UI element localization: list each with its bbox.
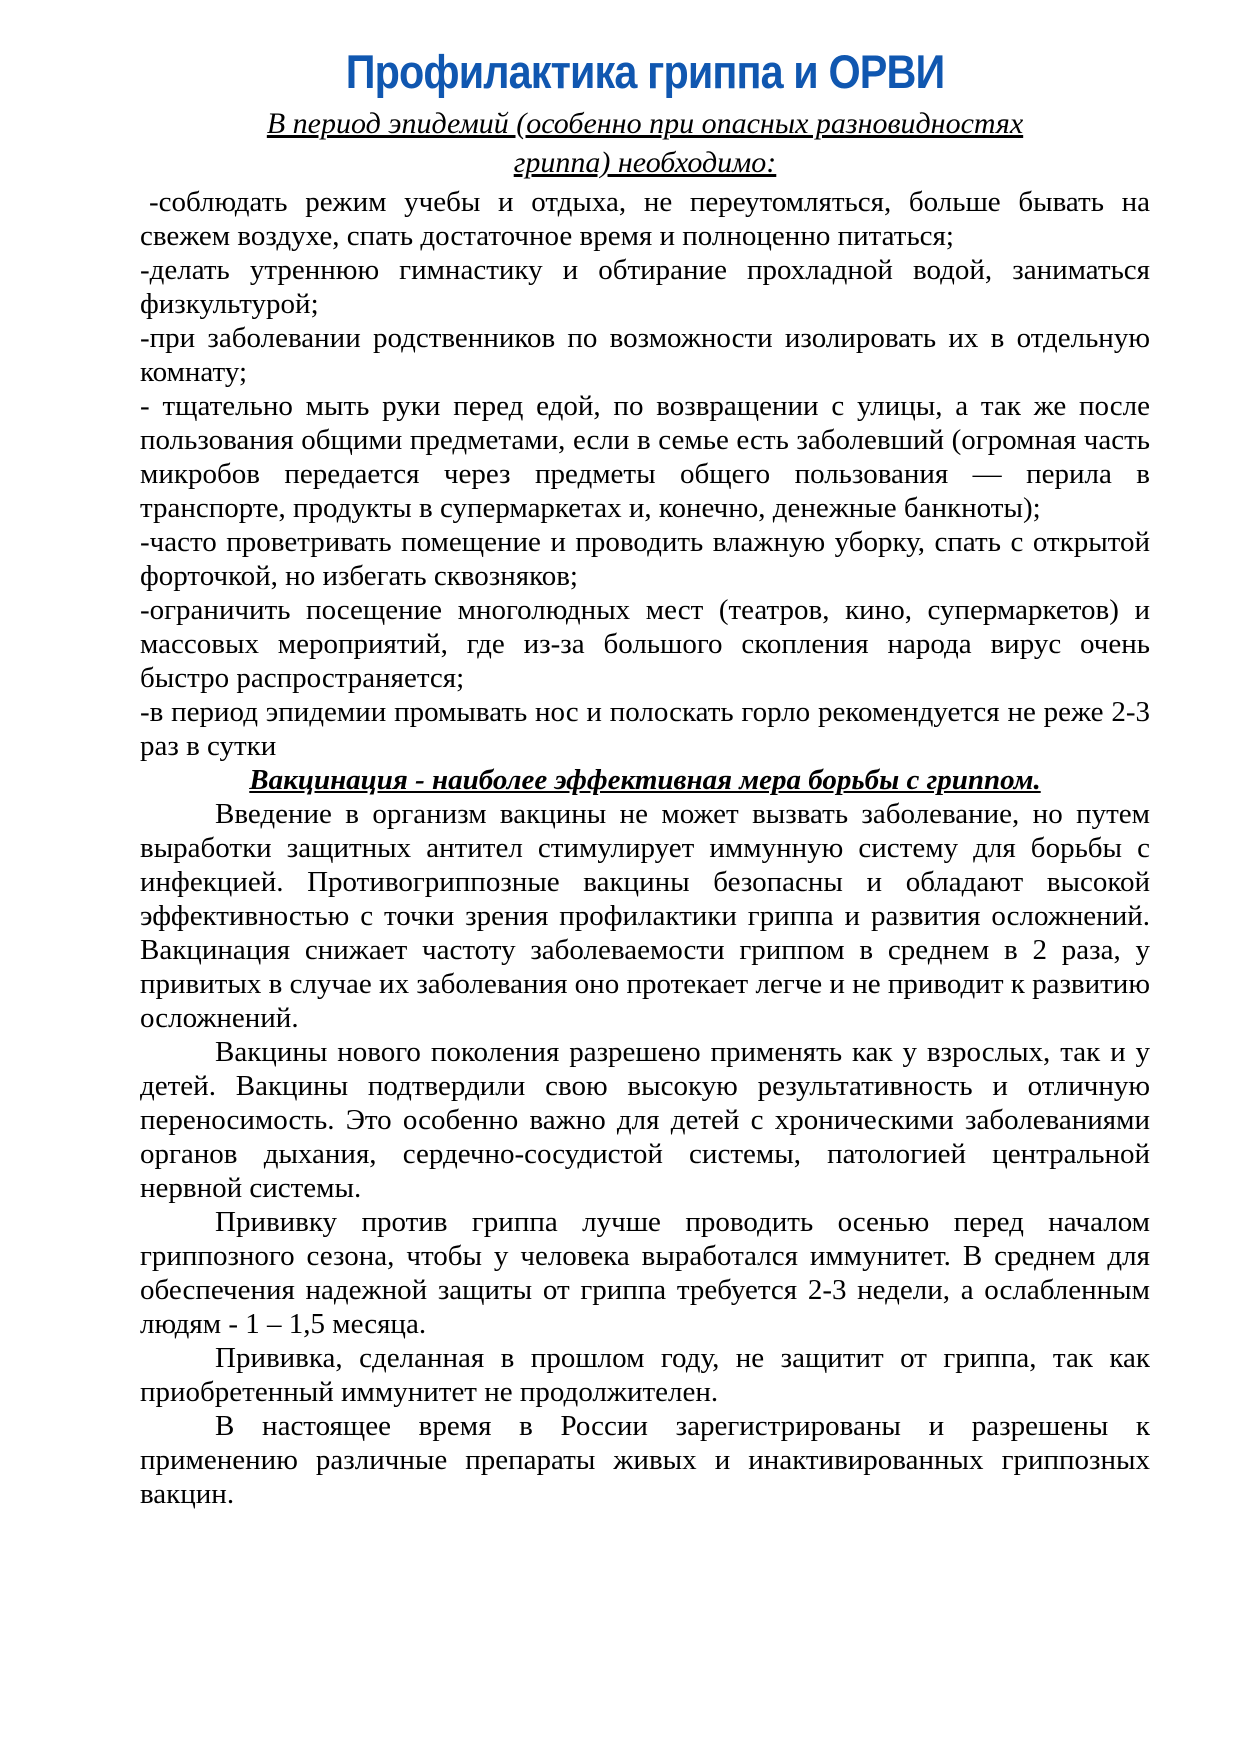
vaccination-paragraph: В настоящее время в России зарегистрированы и разрешены к применению различные препараты живых и инактивированных гриппозных вакцин. [140, 1410, 1150, 1510]
prevention-measure-item: -часто проветривать помещение и проводить влажную уборку, спать с открытой форточкой, но избегать сквозняков; [140, 526, 1150, 592]
vaccination-paragraph: Введение в организм вакцины не может вызвать заболевание, но путем выработки защитных антител стимулирует иммунную систему для борьбы с инфекцией. Противогриппозные вакцины безопасны и обладают высокой эффективностью с точки зрения профилактики гриппа и развития осложнений. Вакцинация снижает частоту заболеваемости гриппом в среднем в 2 раза, у привитых в случае их заболевания оно протекает легче и не приводит к развитию осложнений. [140, 798, 1150, 1034]
prevention-measure-item: -ограничить посещение многолюдных мест (театров, кино, супермаркетов) и массовых мероприятий, где из-за большого скопления народа вирус очень быстро распространяется; [140, 594, 1150, 694]
page-title [140, 44, 1150, 100]
subtitle-line-2: гриппа) необходимо: [513, 146, 777, 179]
vaccination-paragraph: Вакцины нового поколения разрешено применять как у взрослых, так и у детей. Вакцины подтвердили свою высокую результативность и отличную переносимость. Это особенно важно для детей с хроническими заболеваниями органов дыхания, сердечно-сосудистой системы, патологией центральной нервной системы. [140, 1036, 1150, 1204]
prevention-measures-list [140, 185, 1150, 763]
vaccination-paragraphs [140, 797, 1150, 1511]
page-title-text: Профилактика гриппа и ОРВИ [345, 45, 945, 98]
vaccination-paragraph: Прививку против гриппа лучше проводить осенью перед началом гриппозного сезона, чтобы у человека выработался иммунитет. В среднем для обеспечения надежной защиты от гриппа требуется 2-3 недели, а ослабленным людям - 1 – 1,5 месяца. [140, 1206, 1150, 1340]
vaccination-section-heading: Вакцинация - наиболее эффективная мера борьбы с гриппом. [249, 764, 1041, 796]
prevention-measure-item: -соблюдать режим учебы и отдыха, не переутомляться, больше бывать на свежем воздухе, спать достаточное время и полноценно питаться; [140, 186, 1150, 252]
vaccination-paragraph: Прививка, сделанная в прошлом году, не защитит от гриппа, так как приобретенный иммунитет не продолжителен. [140, 1342, 1150, 1408]
prevention-measure-item: -в период эпидемии промывать нос и полоскать горло рекомендуется не реже 2-3 раз в сутки [140, 696, 1150, 762]
prevention-measure-item: -при заболевании родственников по возможности изолировать их в отдельную комнату; [140, 322, 1150, 388]
prevention-measure-item: - тщательно мыть руки перед едой, по возвращении с улицы, а так же после пользования общими предметами, если в семье есть заболевший (огромная часть микробов передается через предметы общего пользования — перила в транспорте, продукты в супермаркетах и, конечно, денежные банкноты); [140, 390, 1150, 524]
subtitle-line-1: В период эпидемий (особенно при опасных разновидностях [266, 107, 1024, 140]
document-subtitle [140, 104, 1150, 182]
prevention-measure-item: -делать утреннюю гимнастику и обтирание прохладной водой, заниматься физкультурой; [140, 254, 1150, 320]
